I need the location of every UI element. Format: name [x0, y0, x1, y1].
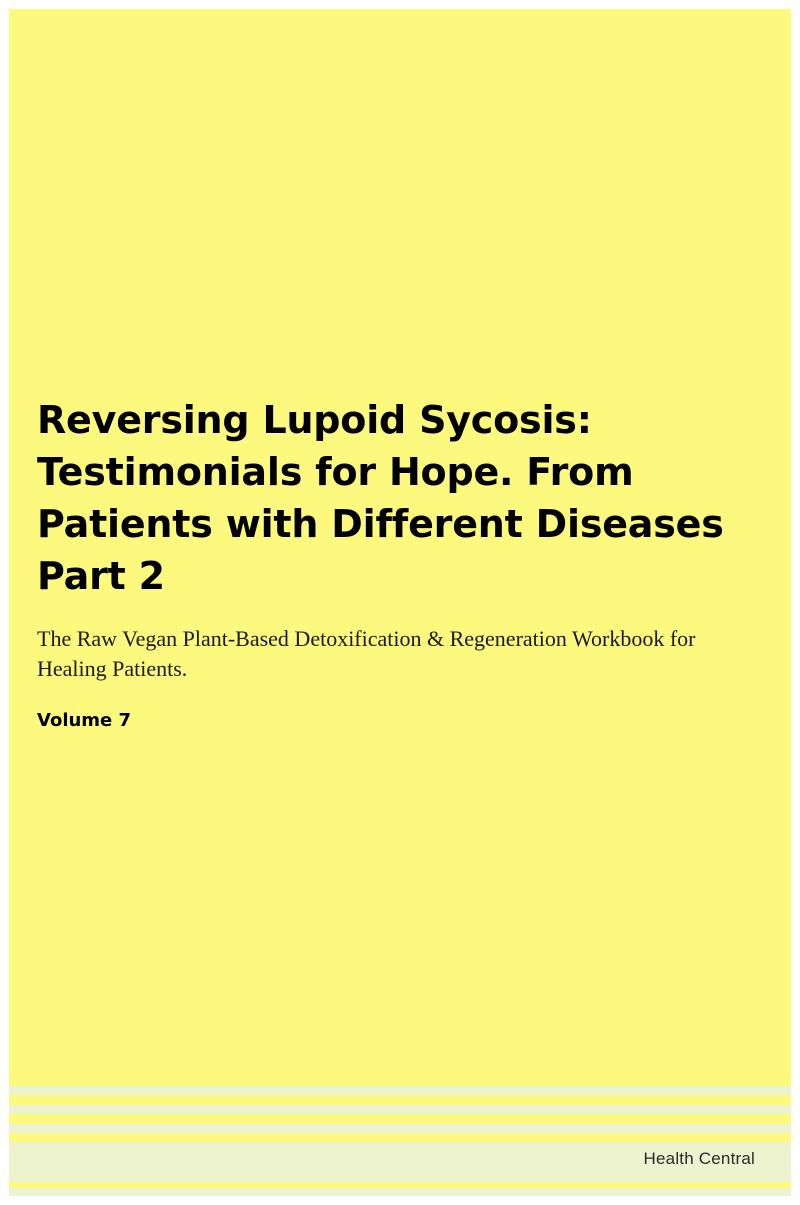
- stripe-6: [9, 1133, 791, 1142]
- book-title: Reversing Lupoid Sycosis: Testimonials for Hope. From Patients with Different Diseases Part 2: [37, 398, 724, 598]
- publisher-name: Health Central: [643, 1149, 755, 1168]
- book-subtitle: The Raw Vegan Plant-Based Detoxification & Regeneration Workbook for Healing Patients.: [37, 626, 696, 681]
- volume-label: Volume 7: [37, 710, 132, 731]
- stripe-9: [9, 1188, 791, 1196]
- stripe-1: [9, 1086, 791, 1095]
- stripe-3: [9, 1105, 791, 1114]
- title-block: [37, 394, 737, 731]
- cover-canvas: [9, 9, 791, 1196]
- stripe-2: [9, 1095, 791, 1105]
- stripe-5: [9, 1124, 791, 1133]
- decorative-stripes: [9, 1086, 791, 1196]
- stripe-4: [9, 1114, 791, 1124]
